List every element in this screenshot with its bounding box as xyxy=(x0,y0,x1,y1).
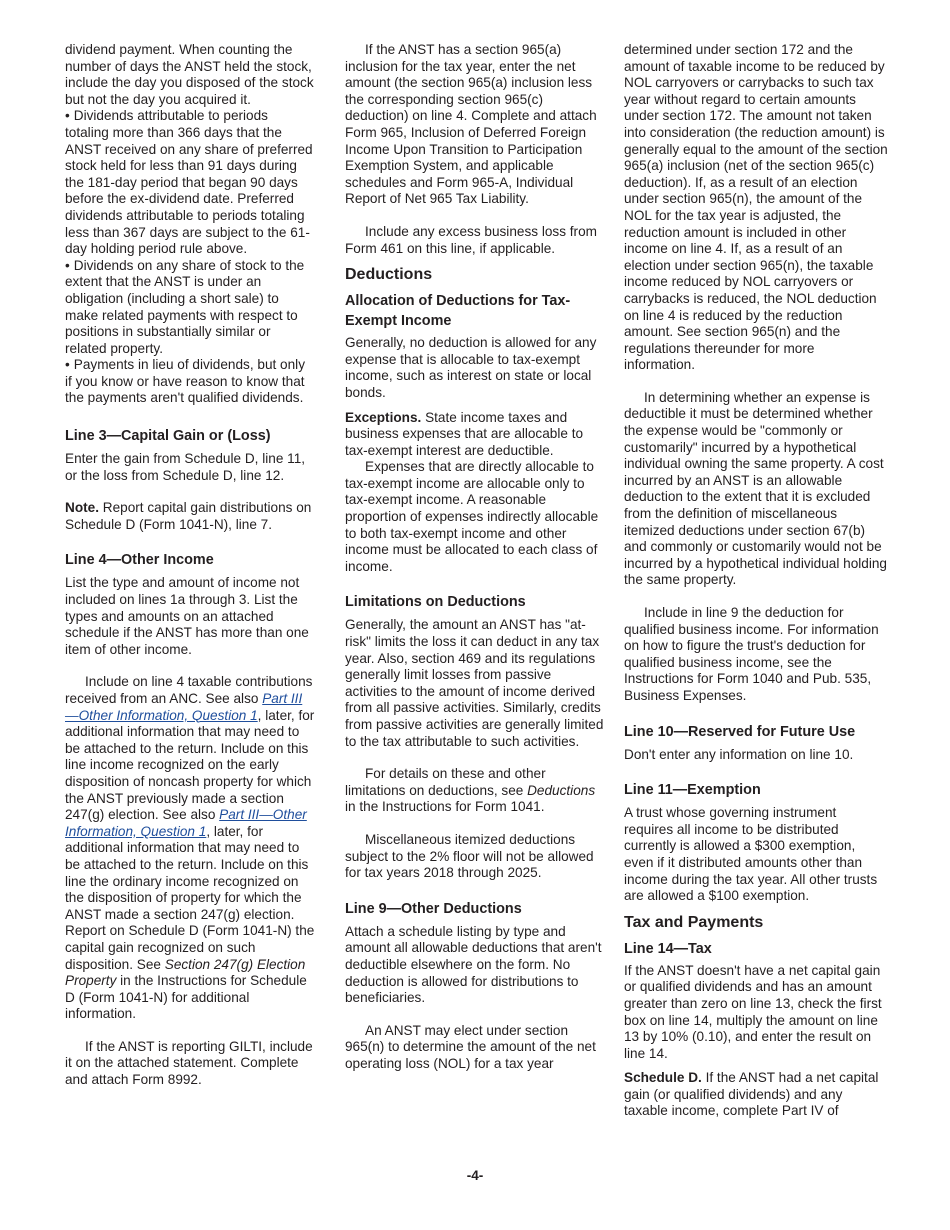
exceptions-paragraph xyxy=(345,410,607,460)
bullet-icon: • xyxy=(65,257,70,273)
paragraph: Include in line 9 the deduction for qualified business income. For information on how to figure the trust's deduction for qualified business income, see the Instructions for Form 1040 and Pub. 535, Business Expenses. xyxy=(624,605,879,703)
heading-line-4: Line 4—Other Income xyxy=(65,552,214,569)
page-number: -4- xyxy=(466,1168,484,1183)
paragraph: dividend payment. When counting the number of days the ANST held the stock, include the day you disposed of the stock but not the day you acquired it. xyxy=(65,42,314,107)
text-run: For details on these and other limitations on deductions, see xyxy=(345,766,546,798)
paragraph: Don't enter any information on line 10. xyxy=(624,746,854,762)
paragraph xyxy=(65,674,315,1022)
heading-limitations: Limitations on Deductions xyxy=(345,594,526,611)
bullet-icon: • xyxy=(65,108,70,124)
paragraph: A trust whose governing instrument requires all income to be distributed currently is allowed a $300 exemption, even if it distributed amounts other than income during the tax year. All other trusts are allowed a $100 exemption. xyxy=(624,805,878,904)
paragraph: determined under section 172 and the amount of taxable income to be reduced by NOL carryovers or carrybacks to such tax year without regard to certain amounts under section 172. The amount not taken into consideration (the reduction amount) is generally equal to the amount of the section 965(a) inclusion (net of the section 965(c) deduction). If, as a result of an election under section 965(n), the amount of the NOL for the tax year is adjusted, the reduction amount is included in other income on line 4. If, as a result of an election under section 965(n), the taxable income reduced by NOL carryovers or carrybacks is reduced, the NOL deduction on line 4 is reduced by the reduction amount. See section 965(n) and the regulations thereunder for more information. xyxy=(624,42,888,373)
schedule-d-label: Schedule D. xyxy=(624,1070,702,1086)
note-text: Report capital gain distributions on Schedule D (Form 1041-N), line 7. xyxy=(65,500,312,532)
heading-line-10: Line 10—Reserved for Future Use xyxy=(624,723,856,740)
bullet-item xyxy=(65,258,315,358)
column-1 xyxy=(65,42,315,1089)
italic-reference: Deductions xyxy=(527,782,596,798)
link-part-iii-question-1[interactable]: Part III—Other Information, Question 1 xyxy=(65,691,303,723)
paragraph: Generally, the amount an ANST has "at-risk" limits the loss it can deduct in any tax year. Also, section 469 and its regulations generally limit losses from passive activities to the amount of income derived from all passive activities. Similarly, credits from passive activities are generally limited to the tax attributable to such activities. xyxy=(345,617,604,749)
paragraph: In determining whether an expense is deductible it must be determined whether the expense would be "commonly or customarily" incurred by a hypothetical individual owning the same property. A cost incurred by an ANST is an allowable deduction to the extent that it is excluded from the definition of miscellaneous itemized deductions under section 67(b) and commonly or customarily would not be incurred by a hypothetical individual holding the same property. xyxy=(624,389,887,588)
bullet-text: Dividends on any share of stock to the extent that the ANST is under an obligation (including a short sale) to make related payments with respect to positions in substantially similar or related property. xyxy=(65,257,305,356)
italic-reference: Section 247(g) Election Property xyxy=(65,956,306,989)
exceptions-text: State income taxes and business expenses that are allocable to tax-exempt interest are deductible. xyxy=(345,409,584,458)
text-run: in the Instructions for Schedule D (Form 1041-N) for additional information. xyxy=(65,973,307,1022)
column-3 xyxy=(624,42,888,1120)
text-run: , later, for additional information that may need to be attached to the return. Include on this line the ordinary income recognized on the disposition of property for which the ANST made a section 247(g) election. Report on Schedule D (Form 1041-N) the capital gain recognized on such disposition. See xyxy=(65,823,315,972)
link-part-iii-question-1-second[interactable]: Part III—Other Information, Question 1 xyxy=(65,807,307,839)
bullet-text: Dividends attributable to periods totaling more than 366 days that the ANST received on any share of preferred stock held for less than 91 days during the 181-day period that began 90 days before the ex-dividend date. Preferred dividends attributable to periods totaling less than 367 days are subject to the 61-day holding period rule above. xyxy=(65,108,313,257)
section-heading-deductions: Deductions xyxy=(345,266,433,284)
paragraph: Miscellaneous itemized deductions subject to the 2% floor will not be allowed for tax years 2018 through 2025. xyxy=(345,831,594,881)
paragraph xyxy=(345,766,607,816)
section-heading-tax-payments: Tax and Payments xyxy=(624,913,764,931)
schedule-d-paragraph xyxy=(624,1070,888,1120)
heading-line-3: Line 3—Capital Gain or (Loss) xyxy=(65,428,271,445)
paragraph: If the ANST has a section 965(a) inclusion for the tax year, enter the net amount (the section 965(a) inclusion less the corresponding section 965(c) deduction) on line 4. Complete and attach Form 965, Inclusion of Deferred Foreign Income Upon Transition to Participation Exemption System, and applicable schedules and Form 965-A, Individual Report of Net 965 Tax Liability. xyxy=(345,42,597,207)
exceptions-label: Exceptions. xyxy=(345,409,422,425)
subheading-allocation: Allocation of Deductions for Tax-Exempt Income xyxy=(345,293,571,330)
note-paragraph xyxy=(65,500,315,533)
heading-line-11: Line 11—Exemption xyxy=(624,782,761,799)
paragraph: If the ANST is reporting GILTI, include it on the attached statement. Complete and attach Form 8992. xyxy=(65,1038,313,1088)
text-run: , later, for additional information that may need to be attached to the return. Include on this line income recognized on the early disposition of noncash property for which the ANST previously made a section 247(g) election. See also xyxy=(65,707,315,823)
text-run: Include on line 4 taxable contributions received from an ANC. See also xyxy=(65,674,313,706)
paragraph: Enter the gain from Schedule D, line 11, or the loss from Schedule D, line 12. xyxy=(65,451,306,483)
heading-line-9: Line 9—Other Deductions xyxy=(345,900,522,917)
bullet-text: Payments in lieu of dividends, but only if you know or have reason to know that the payments aren't qualified dividends. xyxy=(65,357,305,406)
text-run: in the Instructions for Form 1041. xyxy=(345,799,545,815)
column-2 xyxy=(345,42,607,1073)
paragraph: An ANST may elect under section 965(n) to determine the amount of the net operating loss (NOL) for a tax year xyxy=(345,1022,596,1071)
bullet-item xyxy=(65,108,315,257)
heading-line-14: Line 14—Tax xyxy=(624,940,712,957)
paragraph: If the ANST doesn't have a net capital gain or qualified dividends and has an amount greater than zero on line 13, check the first box on line 14, multiply the amount on line 13 by 10% (0.10), and enter the result on line 14. xyxy=(624,962,882,1061)
paragraph: Expenses that are directly allocable to tax-exempt income are allocable only to tax-exempt income. A reasonable proportion of expenses indirectly allocable to both tax-exempt income and other income must be allocated to each class of income. xyxy=(345,459,599,574)
schedule-d-text: If the ANST had a net capital gain (or qualified dividends) and any taxable income, complete Part IV of xyxy=(624,1070,879,1119)
note-label: Note. xyxy=(65,500,99,516)
bullet-item xyxy=(65,357,315,407)
paragraph: List the type and amount of income not included on lines 1a through 3. List the types and amounts on an attached schedule if the ANST has more than one item of other income. xyxy=(65,575,309,657)
paragraph: Attach a schedule listing by type and amount all allowable deductions that aren't deductible elsewhere on the form. No deduction is allowed for distributions to beneficiaries. xyxy=(345,923,602,1006)
paragraph: Generally, no deduction is allowed for any expense that is allocable to tax-exempt income, such as interest on state or local bonds. xyxy=(345,335,597,400)
paragraph: Include any excess business loss from Form 461 on this line, if applicable. xyxy=(345,223,597,256)
bullet-icon: • xyxy=(65,357,70,373)
